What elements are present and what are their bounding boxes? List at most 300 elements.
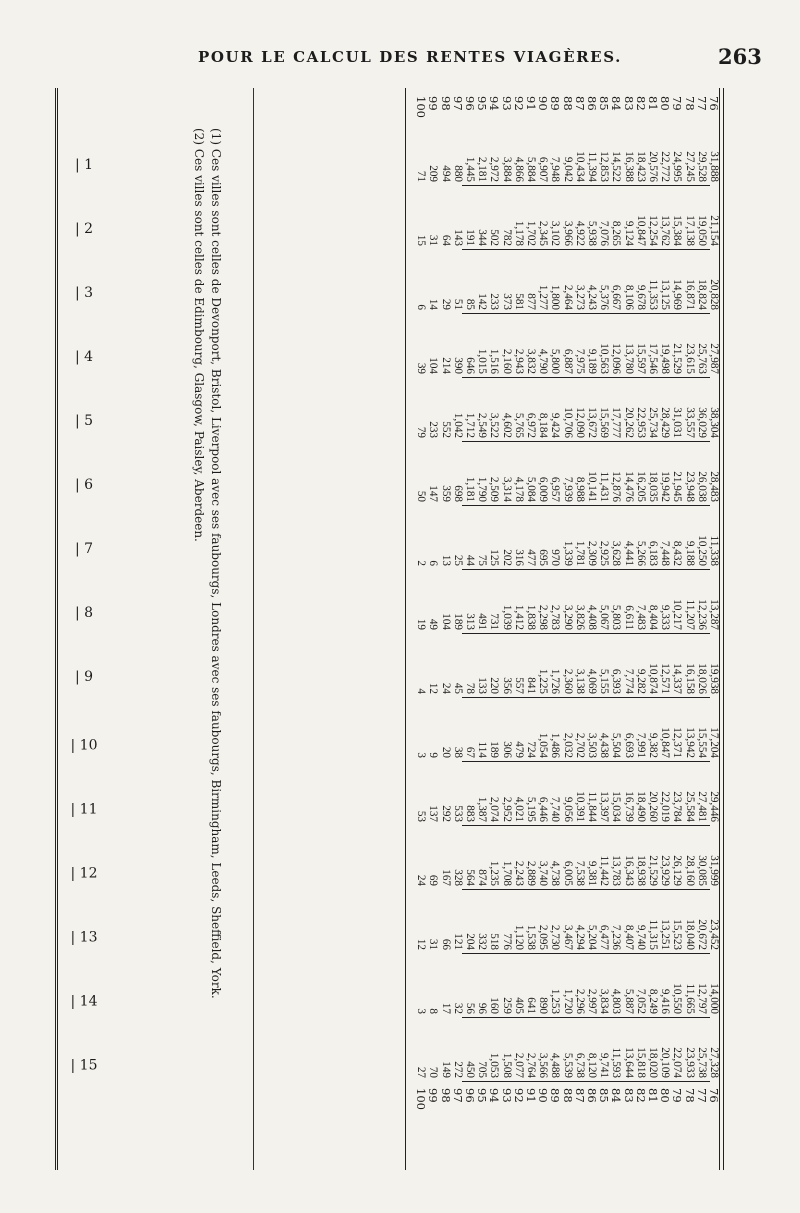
table-cell: 1,181 — [463, 476, 476, 502]
table-cell: 1,178 — [512, 220, 525, 246]
table-cell: 28,429 — [659, 407, 672, 438]
table-cell: 49 — [427, 618, 440, 630]
table-cell: 142 — [476, 293, 489, 310]
table-cell: 75 — [476, 554, 489, 566]
table-cell: 24 — [415, 874, 428, 886]
table-cell: 5,884 — [524, 156, 537, 182]
table-cell: 1,702 — [524, 220, 537, 246]
age-cell: 94 — [487, 96, 502, 111]
table-cell: 259 — [500, 997, 513, 1014]
table-cell: 4,069 — [585, 668, 598, 694]
age-cell: 93 — [499, 1088, 514, 1103]
age-cell: 89 — [548, 96, 563, 111]
table-cell: 202 — [500, 549, 513, 566]
table-cell: 2,095 — [537, 924, 550, 950]
table-cell: 22,772 — [659, 151, 672, 182]
table-cell: 23,615 — [683, 343, 696, 374]
table-cell: 3,826 — [573, 604, 586, 630]
table-cell: 104 — [427, 357, 440, 374]
table-cell: 4,441 — [622, 540, 635, 566]
table-cell: 874 — [476, 869, 489, 886]
table-cell: 883 — [463, 805, 476, 822]
table-cell: 11,665 — [683, 983, 696, 1014]
table-cell: 2,952 — [500, 796, 513, 822]
table-cell: 70 — [427, 1066, 440, 1078]
table-cell: 33,557 — [683, 407, 696, 438]
table-cell: 4,438 — [598, 732, 611, 758]
table-cell: 8,106 — [622, 284, 635, 310]
table-cell: 5,266 — [634, 540, 647, 566]
table-cell: 1,516 — [488, 348, 501, 374]
table-cell: 344 — [476, 229, 489, 246]
table-cell: 23,929 — [659, 855, 672, 886]
age-cell: 78 — [682, 96, 697, 111]
table-cell: 10,550 — [671, 983, 684, 1014]
data-column-14 — [415, 956, 720, 1014]
table-cell: 4,488 — [549, 1052, 562, 1078]
page-header — [0, 40, 800, 80]
table-cell: 12,236 — [695, 599, 708, 630]
table-bottom-rule — [405, 88, 406, 1170]
table-cell: 6 — [427, 560, 440, 566]
table-cell: 1,790 — [476, 476, 489, 502]
footnotes — [190, 128, 224, 1148]
table-cell: 17,546 — [646, 343, 659, 374]
table-cell: 6,887 — [561, 348, 574, 374]
age-cell: 100 — [414, 96, 429, 118]
table-cell: 3,628 — [610, 540, 623, 566]
table-cell: 13,942 — [683, 727, 696, 758]
table-cell: 1,235 — [488, 860, 501, 886]
age-cell: 80 — [658, 96, 673, 111]
table-cell: 7,774 — [622, 668, 635, 694]
table-cell: 292 — [439, 805, 452, 822]
table-cell: 731 — [488, 613, 501, 630]
table-cell: 233 — [488, 293, 501, 310]
table-cell: 306 — [500, 741, 513, 758]
table-cell: 15,384 — [671, 215, 684, 246]
table-cell: 189 — [488, 741, 501, 758]
table-cell: 9 — [427, 752, 440, 758]
age-cell: 82 — [633, 96, 648, 111]
table-cell: 18,035 — [646, 471, 659, 502]
age-cell: 93 — [499, 96, 514, 111]
table-cell: 3,566 — [537, 1052, 550, 1078]
table-cell: 6,183 — [646, 540, 659, 566]
table-cell: 2,345 — [537, 220, 550, 246]
table-cell: 10,250 — [695, 535, 708, 566]
table-cell: 6,957 — [549, 476, 562, 502]
column-separator — [462, 313, 710, 314]
table-cell: 67 — [463, 746, 476, 758]
table-cell: 9,741 — [598, 1052, 611, 1078]
table-cell: 50 — [415, 490, 428, 502]
table-cell: 25,584 — [683, 791, 696, 822]
table-cell: 10,434 — [573, 151, 586, 182]
table-cell: 6,477 — [598, 924, 611, 950]
table-cell: 3 — [415, 752, 428, 758]
table-cell: 1,339 — [561, 540, 574, 566]
table-cell: 12,797 — [695, 983, 708, 1014]
table-cell: 209 — [427, 165, 440, 182]
table-cell: 970 — [549, 549, 562, 566]
table-cell: 4,178 — [512, 476, 525, 502]
table-cell: 5,195 — [524, 796, 537, 822]
table-cell: 2,464 — [561, 284, 574, 310]
table-cell: 3,273 — [573, 284, 586, 310]
table-cell: 64 — [439, 234, 452, 246]
table-cell: 2,032 — [561, 732, 574, 758]
data-column-4 — [415, 316, 720, 374]
table-cell: 2,509 — [488, 476, 501, 502]
table-cell: 8,184 — [537, 412, 550, 438]
table-cell: 69 — [427, 874, 440, 886]
table-cell: 29,446 — [708, 791, 720, 822]
table-cell: 8,249 — [646, 988, 659, 1014]
table-cell: 1,712 — [463, 412, 476, 438]
age-cell: 84 — [609, 96, 624, 111]
age-cell: 90 — [536, 1088, 551, 1103]
table-cell: 31,031 — [671, 407, 684, 438]
table-cell: 14 — [427, 298, 440, 310]
table-cell: 5,539 — [561, 1052, 574, 1078]
table-cell: 4,803 — [610, 988, 623, 1014]
table-cell: 8,404 — [646, 604, 659, 630]
age-cell: 99 — [426, 96, 441, 111]
table-cell: 2,783 — [549, 604, 562, 630]
age-cell: 88 — [560, 96, 575, 111]
table-cell: 8,432 — [671, 540, 684, 566]
table-cell: 12 — [415, 938, 428, 950]
table-cell: 2,360 — [561, 668, 574, 694]
table-cell: 2,160 — [500, 348, 513, 374]
table-cell: 8,407 — [622, 924, 635, 950]
table-cell: 7,483 — [634, 604, 647, 630]
page-number: 263 — [718, 44, 762, 69]
data-column-3 — [415, 252, 720, 310]
table-cell: 698 — [451, 485, 464, 502]
table-cell: 552 — [439, 421, 452, 438]
table-cell: 147 — [427, 485, 440, 502]
table-cell: 14,000 — [708, 983, 720, 1014]
age-column-right — [415, 1088, 720, 1110]
age-cell: 92 — [511, 96, 526, 111]
table-cell: 5,938 — [585, 220, 598, 246]
table-cell: 272 — [451, 1061, 464, 1078]
table-cell: 1,054 — [537, 732, 550, 758]
table-cell: 27,987 — [708, 343, 720, 374]
age-cell: 85 — [597, 1088, 612, 1103]
table-cell: 564 — [463, 869, 476, 886]
table-cell: 4,243 — [585, 284, 598, 310]
table-cell: 332 — [476, 933, 489, 950]
data-column-15 — [415, 1020, 720, 1078]
table-cell: 160 — [488, 997, 501, 1014]
table-cell: 6,693 — [622, 732, 635, 758]
table-cell: 28,160 — [683, 855, 696, 886]
table-cell: 5,204 — [585, 924, 598, 950]
table-cell: 3,740 — [537, 860, 550, 886]
table-cell: 28,483 — [708, 471, 720, 502]
table-cell: 10,847 — [634, 215, 647, 246]
table-cell: 20,576 — [646, 151, 659, 182]
table-cell: 313 — [463, 613, 476, 630]
table-cell: 36,029 — [695, 407, 708, 438]
table-cell: 14,522 — [610, 151, 623, 182]
table-cell: 20 — [439, 746, 452, 758]
table-cell: 133 — [476, 677, 489, 694]
age-cell: 85 — [597, 96, 612, 111]
table-cell: 1,120 — [512, 924, 525, 950]
table-cell: 782 — [500, 229, 513, 246]
table-cell: 16,388 — [622, 151, 635, 182]
table-cell: 39 — [415, 362, 428, 374]
table-cell: 1,800 — [549, 284, 562, 310]
table-cell: 21,945 — [671, 471, 684, 502]
table-cell: 9,189 — [585, 348, 598, 374]
table-cell: 6,667 — [610, 284, 623, 310]
table-cell: 13,287 — [708, 599, 720, 630]
table-cell: 7,939 — [561, 476, 574, 502]
table-cell: 405 — [512, 997, 525, 1014]
age-cell: 81 — [645, 1088, 660, 1103]
table-cell: 22,953 — [634, 407, 647, 438]
table-cell: 724 — [524, 741, 537, 758]
table-cell: 1,039 — [500, 604, 513, 630]
table-cell: 11,207 — [683, 599, 696, 630]
table-cell: 3,290 — [561, 604, 574, 630]
age-cell: 86 — [584, 96, 599, 111]
table-cell: 45 — [451, 682, 464, 694]
footer-rule — [253, 88, 254, 1170]
table-cell: 18,423 — [634, 151, 647, 182]
table-cell: 38 — [451, 746, 464, 758]
table-cell: 4,294 — [573, 924, 586, 950]
mortality-table: (1) Ces villes sont celles de Devonport, Bristol, Liverpool avec ses faubourgs, Londres avec ses faubourgs, Birmingham, Leeds, Sheffield, York. (2) Ces villes sont celles de Edimbourg, Glasgow, Paisley, Aberdeen. 76 77 78 79 80 81 82 83 84 85 86 87 88 89 90 91 92 93 94 95 96 97 98 99 100 31,888 29,528 27,245 24,995 22,772 20,576 18,423 16,388 14,522 12,853 11,394 10,434 9,042 7,948 6,907 5,884 4,866 3,884 2,972 2,181 1,445 880 494 209 71 | 1 21,154 19,050 17,138 15,384 13,762 12,254 10,847 9,124 8,265 7,076 5,938 4,922 3,966 3,102 2,345 1,702 1,178 782 502 344 191 143 64 31 15 | 2 20,828 18,824 16,871 14,969 13,125 11,353 9,678 8,106 6,667 5,376 4,243 3,273 2,464 1,800 1,277 877 581 373 233 142 85 51 29 14 6 | 3 27,987 25,763 23,615 21,529 19,498 17,546 15,597 13,780 12,096 10,563 9,189 7,975 6,887 5,800 4,790 3,832 2,943 2,160 1,516 1,015 646 390 214 104 39 | 4 38,304 36,029 33,557 31,031 28,429 25,734 22,953 20,262 17,777 15,569 13,672 12,090 10,706 9,424 8,184 6,972 5,765 4,602 3,522 2,549 1,712 1,042 552 233 79 | 5 28,483 26,038 23,948 21,945 19,942 18,035 16,205 14,476 12,876 11,431 10,141 8,988 7,939 6,957 6,009 5,084 4,178 3,314 2,509 1,790 1,181 698 359 147 50 | 6 11,338 10,250 9,188 8,432 7,448 6,183 5,266 4,441 3,628 2,925 2,309 1,781 1,339 970 695 477 316 202 125 75 44 25 13 6 2 | 7 13,287 12,236 11,207 10,217 9,333 8,404 7,483 6,611 5,803 5,067 4,408 3,826 3,290 2,783 2,298 1,838 1,412 1,039 731 491 313 189 104 49 19 | 8 19,938 18,026 16,158 14,337 12,571 10,874 9,282 7,774 6,393 5,155 4,069 3,138 2,360 1,726 1,225 841 557 356 220 133 78 45 24 12 4 | 9 17,204 15,554 13,942 12,371 10,847 9,382 7,991 6,693 5,504 4,438 3,503 2,702 2,032 1,486 1,054 724 479 306 189 114 67 38 20 9 3 | 10 29,446 27,481 25,584 23,784 22,019 20,260 18,490 16,739 15,034 13,397 11,844 10,391 9,056 7,740 6,446 5,195 4,021 2,952 2,074 1,387 883 533 292 137 53 | 11 31,999 30,085 28,160 26,129 23,929 21,529 18,938 16,343 13,783 11,442 9,381 7,538 6,005 4,738 3,740 2,889 2,243 1,708 1,235 874 564 328 167 69 24 | 12 23,452 20,672 18,040 15,523 13,251 11,315 9,740 8,407 7,236 6,477 5,204 4,294 3,467 2,730 2,095 1,538 1,120 776 518 332 204 121 66 31 12 | 13 14,000 12,797 11,665 10,550 9,416 8,249 7,052 5,887 4,803 3,834 2,997 2,296 1,720 1,253 890 641 405 259 160 96 56 32 17 8 3 | 14 27,328 25,738 23,933 22,074 20,109 18,020 15,818 13,644 11,593 9,741 8,120 6,738 5,539 4,488 3,566 2,764 2,077 1,508 1,053 705 450 272 149 70 27 | 15 76 77 78 79 80 81 82 83 84 85 86 87 88 89 90 91 92 93 94 95 96 97 98 99 100 — [55, 88, 724, 1170]
age-cell: 90 — [536, 96, 551, 111]
table-cell: 8,988 — [573, 476, 586, 502]
table-cell: 9,416 — [659, 988, 672, 1014]
table-cell: 31,999 — [708, 855, 720, 886]
table-cell: 9,740 — [634, 924, 647, 950]
top-rule — [723, 88, 724, 1170]
table-cell: 220 — [488, 677, 501, 694]
table-cell: 2,764 — [524, 1052, 537, 1078]
table-cell: 16,158 — [683, 663, 696, 694]
table-cell: 10,141 — [585, 471, 598, 502]
table-cell: 7,740 — [549, 796, 562, 822]
table-cell: 25,763 — [695, 343, 708, 374]
table-cell: 22,074 — [671, 1047, 684, 1078]
table-cell: 14,969 — [671, 279, 684, 310]
table-cell: 23,933 — [683, 1047, 696, 1078]
table-cell: 1,486 — [549, 732, 562, 758]
table-cell: 359 — [439, 485, 452, 502]
table-cell: 13 — [439, 554, 452, 566]
age-cell: 76 — [707, 1088, 721, 1103]
table-cell: 7,076 — [598, 220, 611, 246]
table-cell: 890 — [537, 997, 550, 1014]
table-cell: 121 — [451, 933, 464, 950]
table-cell: 31 — [427, 938, 440, 950]
table-cell: 17,777 — [610, 407, 623, 438]
table-cell: 14,337 — [671, 663, 684, 694]
table-cell: 316 — [512, 549, 525, 566]
age-cell: 81 — [645, 96, 660, 111]
table-cell: 1,225 — [537, 668, 550, 694]
table-cell: 880 — [451, 165, 464, 182]
table-cell: 8 — [427, 1008, 440, 1014]
table-cell: 21,529 — [671, 343, 684, 374]
table-cell: 695 — [537, 549, 550, 566]
column-separator — [462, 1081, 710, 1082]
table-cell: 7,948 — [549, 156, 562, 182]
age-cell: 91 — [523, 1088, 538, 1103]
table-cell: 10,706 — [561, 407, 574, 438]
table-cell: 5,504 — [610, 732, 623, 758]
table-cell: 10,391 — [573, 791, 586, 822]
table-cell: 390 — [451, 357, 464, 374]
footnote-1: (1) Ces villes sont celles de Devonport, Bristol, Liverpool avec ses faubourgs, Londres avec ses faubourgs, Birmingham, Leeds, Sheffield, York. — [209, 128, 223, 999]
age-cell: 82 — [633, 1088, 648, 1103]
age-cell: 89 — [548, 1088, 563, 1103]
table-cell: 2,296 — [573, 988, 586, 1014]
table-cell: 15,523 — [671, 919, 684, 950]
table-cell: 4,602 — [500, 412, 513, 438]
column-separator — [462, 761, 710, 762]
table-cell: 191 — [463, 229, 476, 246]
table-cell: 15,818 — [634, 1047, 647, 1078]
table-cell: 2,943 — [512, 348, 525, 374]
table-cell: 7,538 — [573, 860, 586, 886]
table-cell: 1,412 — [512, 604, 525, 630]
table-cell: 3,503 — [585, 732, 598, 758]
table-cell: 6,907 — [537, 156, 550, 182]
table-cell: 2,702 — [573, 732, 586, 758]
table-cell: 78 — [463, 682, 476, 694]
table-cell: 1,053 — [488, 1052, 501, 1078]
data-column-10 — [415, 700, 720, 758]
table-cell: 20,109 — [659, 1047, 672, 1078]
table-cell: 137 — [427, 805, 440, 822]
table-cell: 10,217 — [671, 599, 684, 630]
table-cell: 31 — [427, 234, 440, 246]
age-cell: 91 — [523, 96, 538, 111]
table-cell: 31,888 — [708, 151, 720, 182]
age-column-left — [415, 96, 720, 118]
table-cell: 9,124 — [622, 220, 635, 246]
table-cell: 18,938 — [634, 855, 647, 886]
table-cell: 9,282 — [634, 668, 647, 694]
table-cell: 1,720 — [561, 988, 574, 1014]
age-cell: 97 — [450, 96, 465, 111]
table-cell: 1,277 — [537, 284, 550, 310]
table-cell: 66 — [439, 938, 452, 950]
table-cell: 27,481 — [695, 791, 708, 822]
table-cell: 9,042 — [561, 156, 574, 182]
table-cell: 25,734 — [646, 407, 659, 438]
age-cell: 88 — [560, 1088, 575, 1103]
table-cell: 85 — [463, 298, 476, 310]
table-cell: 3,966 — [561, 220, 574, 246]
age-cell: 99 — [426, 1088, 441, 1103]
table-cell: 11,315 — [646, 919, 659, 950]
table-cell: 5,887 — [622, 988, 635, 1014]
table-cell: 2,549 — [476, 412, 489, 438]
table-cell: 479 — [512, 741, 525, 758]
table-cell: 19,938 — [708, 663, 720, 694]
age-cell: 80 — [658, 1088, 673, 1103]
age-cell: 97 — [450, 1088, 465, 1103]
table-cell: 4,021 — [512, 796, 525, 822]
age-cell: 96 — [462, 96, 477, 111]
table-cell: 125 — [488, 549, 501, 566]
table-cell: 19,050 — [695, 215, 708, 246]
age-cell: 94 — [487, 1088, 502, 1103]
table-cell: 494 — [439, 165, 452, 182]
table-cell: 32 — [451, 1002, 464, 1014]
table-cell: 12,571 — [659, 663, 672, 694]
table-cell: 9,424 — [549, 412, 562, 438]
table-cell: 1,015 — [476, 348, 489, 374]
table-cell: 24 — [439, 682, 452, 694]
age-cell: 79 — [670, 96, 685, 111]
age-cell: 86 — [584, 1088, 599, 1103]
table-cell: 491 — [476, 613, 489, 630]
table-cell: 21,154 — [708, 215, 720, 246]
table-cell: 9,381 — [585, 860, 598, 886]
table-cell: 1,508 — [500, 1052, 513, 1078]
age-cell: 76 — [707, 96, 721, 111]
table-cell: 5,765 — [512, 412, 525, 438]
table-cell: 26,038 — [695, 471, 708, 502]
table-cell: 5,803 — [610, 604, 623, 630]
table-cell: 356 — [500, 677, 513, 694]
column-separator — [462, 825, 710, 826]
table-cell: 71 — [415, 170, 428, 182]
table-cell: 6,446 — [537, 796, 550, 822]
table-cell: 1,445 — [463, 156, 476, 182]
age-cell: 84 — [609, 1088, 624, 1103]
table-cell: 450 — [463, 1061, 476, 1078]
age-cell: 79 — [670, 1088, 685, 1103]
table-cell: 2,730 — [549, 924, 562, 950]
table-cell: 2,077 — [512, 1052, 525, 1078]
table-cell: 6,611 — [622, 605, 635, 630]
table-cell: 38,304 — [708, 407, 720, 438]
page-title: POUR LE CALCUL DES RENTES VIAGÈRES. — [198, 48, 622, 66]
table-cell: 11,844 — [585, 791, 598, 822]
table-cell: 6,738 — [573, 1052, 586, 1078]
table-cell: 13,125 — [659, 279, 672, 310]
table-cell: 22,019 — [659, 791, 672, 822]
table-cell: 11,593 — [610, 1047, 623, 1078]
table-cell: 11,431 — [598, 471, 611, 502]
data-column-8 — [415, 572, 720, 630]
column-separator — [462, 441, 710, 442]
table-cell: 10,874 — [646, 663, 659, 694]
table-cell: 12,090 — [573, 407, 586, 438]
age-cell: 87 — [572, 1088, 587, 1103]
table-cell: 27,328 — [708, 1047, 720, 1078]
table-cell: 16,739 — [622, 791, 635, 822]
table-cell: 13,644 — [622, 1047, 635, 1078]
data-column-11 — [415, 764, 720, 822]
age-cell: 95 — [475, 96, 490, 111]
table-cell: 12,096 — [610, 343, 623, 374]
table-cell: 2,925 — [598, 540, 611, 566]
table-cell: 167 — [439, 869, 452, 886]
